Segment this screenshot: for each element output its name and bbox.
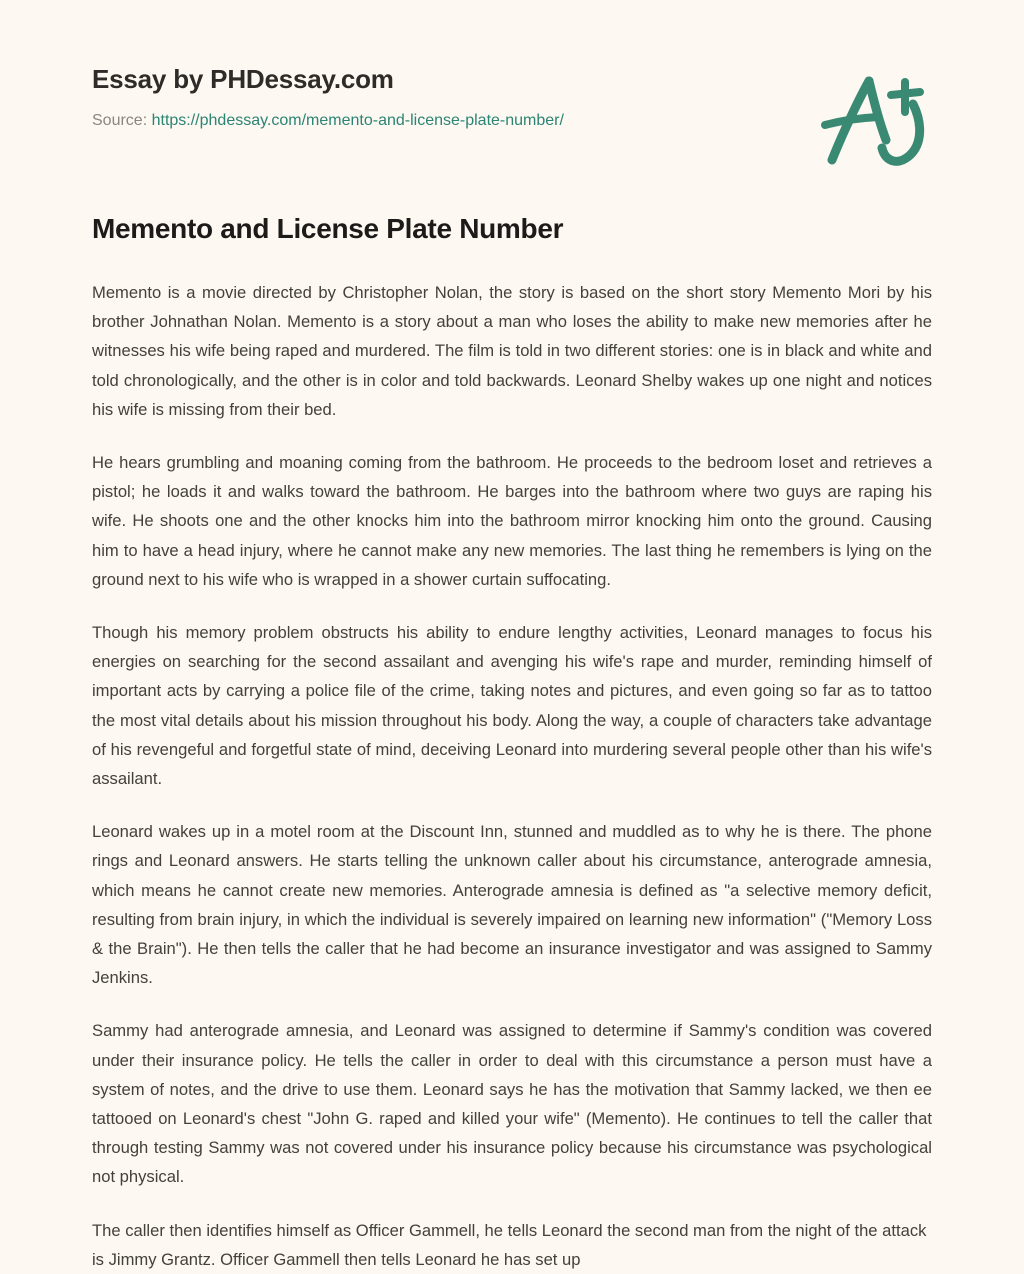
article-paragraph: Leonard wakes up in a motel room at the Discount Inn, stunned and muddled as to why he is there. The phone rings and Leonard answers. He starts telling the unknown caller about his circumstance, anterograde amnesia, which means he cannot create new memories. Anterograde amnesia is defined as "a selective memory deficit, resulting from brain injury, in which the individual is severely impaired on learning new information" ("Memory Loss & the Brain"). He then tells the caller that he had become an insurance investigator and was assigned to Sammy Jenkins. <box>92 822 932 988</box>
article-paragraph: Memento is a movie directed by Christopher Nolan, the story is based on the short story Memento Mori by his brother Johnathan Nolan. Memento is a story about a man who loses the ability to make new memories after he witnesses his wife being raped and murdered. The film is told in two different stories: one is in black and white and told chronologically, and the other is in color and told backwards. Leonard Shelby wakes up one night and notices his wife is missing from their bed. <box>92 283 932 419</box>
page-title: Memento and License Plate Number <box>92 213 564 244</box>
article-paragraph: Sammy had anterograde amnesia, and Leonard was assigned to determine if Sammy's condition was covered under their insurance policy. He tells the caller in order to deal with this circumstance a person must have a system of notes, and the drive to use them. Leonard says he has the motivation that Sammy lacked, we then ee tattooed on Leonard's chest "John G. raped and killed your wife" (Memento). He continues to tell the caller that through testing Sammy was not covered under his insurance policy because his circumstance was psychological not physical. <box>92 1021 932 1187</box>
brand-title: Essay by PHDessay.com <box>92 64 394 94</box>
source-url-link[interactable]: https://phdessay.com/memento-and-license-plate-number/ <box>151 112 564 129</box>
page-header <box>92 62 932 172</box>
article-paragraph: Though his memory problem obstructs his ability to endure lengthy activities, Leonard manages to focus his energies on searching for the second assailant and avenging his wife's rape and murder, reminding himself of important acts by carrying a police file of the crime, taking notes and pictures, and even going so far as to tattoo the most vital details about his mission throughout his body. Along the way, a couple of characters take advantage of his revengeful and forgetful state of mind, deceiving Leonard into murdering several people other than his wife's assailant. <box>92 623 932 789</box>
aplus-logo-icon <box>812 68 936 172</box>
aplus-logo-glyph <box>812 68 936 172</box>
article-paragraph: The caller then identifies himself as Officer Gammell, he tells Leonard the second man from the night of the attack is Jimmy Grantz. Officer Gammell then tells Leonard he has set up <box>92 1220 927 1269</box>
source-label: Source: <box>92 112 148 129</box>
article <box>92 210 932 1274</box>
source-line <box>92 110 932 132</box>
article-paragraph: He hears grumbling and moaning coming from the bathroom. He proceeds to the bedroom loset and retrieves a pistol; he loads it and walks toward the bathroom. He barges into the bathroom where two guys are raping his wife. He shoots one and the other knocks him into the bathroom mirror knocking him onto the ground. Causing him to have a head injury, where he cannot make any new memories. The last thing he remembers is lying on the ground next to his wife who is wrapped in a shower curtain suffocating. <box>92 453 932 589</box>
article-body <box>92 278 932 1274</box>
